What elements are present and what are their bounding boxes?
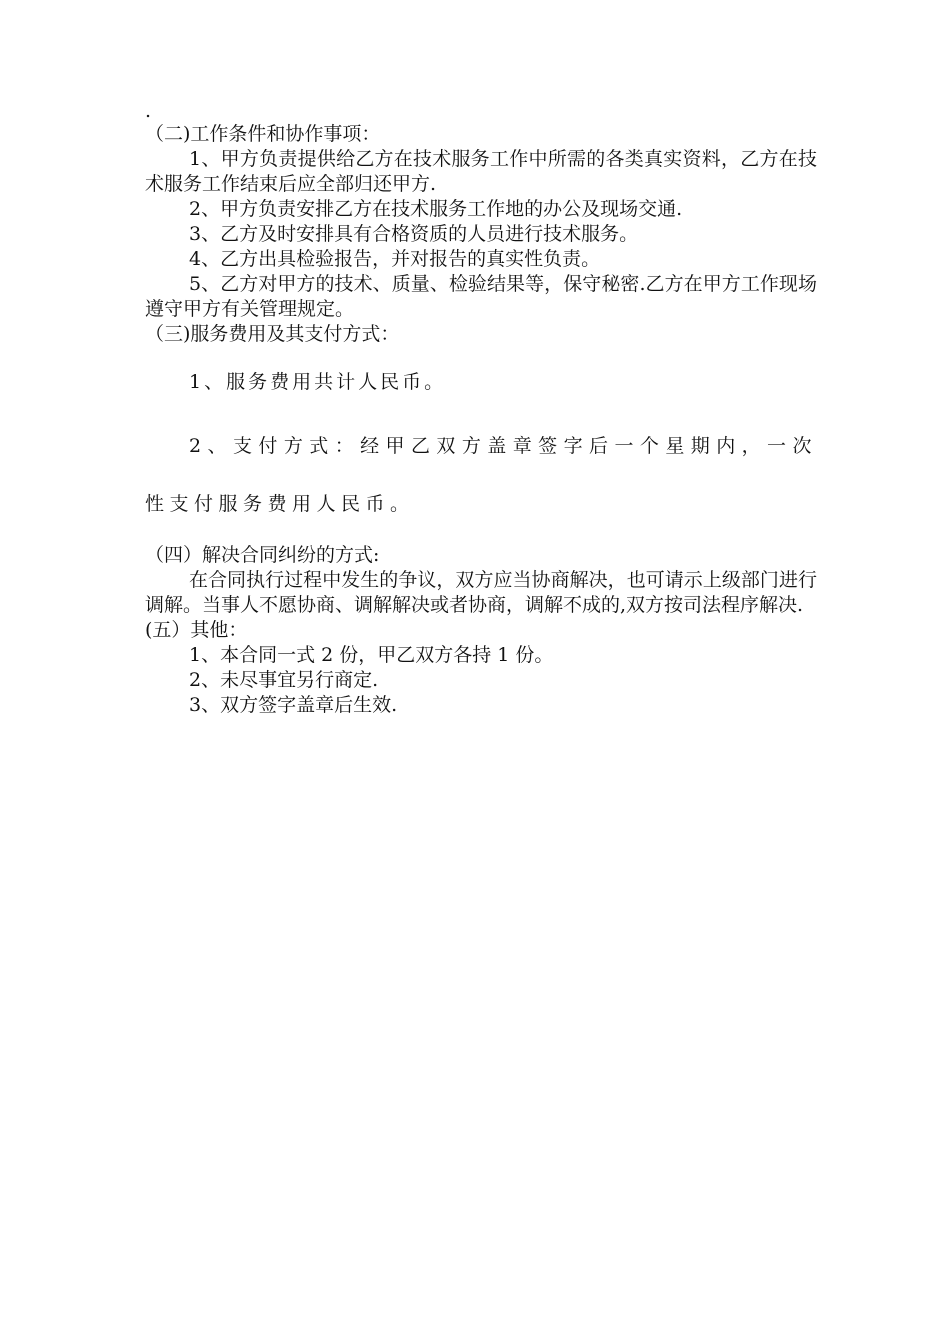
section-2-heading: （二)工作条件和协作事项： bbox=[145, 123, 381, 145]
section-2-item-1: 1、甲方负责提供给乙方在技术服务工作中所需的各类真实资料，乙方在技术服务工作结束后应全部归还甲方. bbox=[145, 148, 817, 195]
section-5-item-3: 3、双方签字盖章后生效. bbox=[189, 694, 398, 716]
section-4-body: 在合同执行过程中发生的争议，双方应当协商解决，也可请示上级部门进行调解。当事人不愿协商、调解解决或者协商，调解不成的,双方按司法程序解决. bbox=[145, 569, 817, 616]
section-4-heading: （四）解决合同纠纷的方式: bbox=[145, 544, 380, 566]
section-5-heading: (五）其他： bbox=[145, 619, 248, 641]
section-2-item-4: 4、乙方出具检验报告，并对报告的真实性负责。 bbox=[189, 248, 601, 270]
section-3-heading: （三)服务费用及其支付方式： bbox=[145, 323, 400, 345]
section-5-item-2: 2、未尽事宜另行商定. bbox=[189, 669, 379, 691]
section-2-item-2: 2、甲方负责安排乙方在技术服务工作地的办公及现场交通. bbox=[189, 198, 683, 220]
section-5-item-1: 1、本合同一式 2 份，甲乙双方各持 1 份。 bbox=[189, 644, 554, 666]
section-2-item-5: 5、乙方对甲方的技术、质量、检验结果等，保守秘密.乙方在甲方工作现场遵守甲方有关管理规定。 bbox=[145, 273, 817, 320]
leading-mark: . bbox=[145, 100, 152, 122]
document-body bbox=[145, 100, 817, 718]
section-3-item-2: 2、支付方式：经甲乙双方盖章签字后一个星期内，一次性支付服务费用人民币。 bbox=[145, 435, 817, 515]
section-2-item-3: 3、乙方及时安排具有合格资质的人员进行技术服务。 bbox=[189, 223, 639, 245]
section-3-item-1: 1、服务费用共计人民币。 bbox=[189, 371, 447, 393]
